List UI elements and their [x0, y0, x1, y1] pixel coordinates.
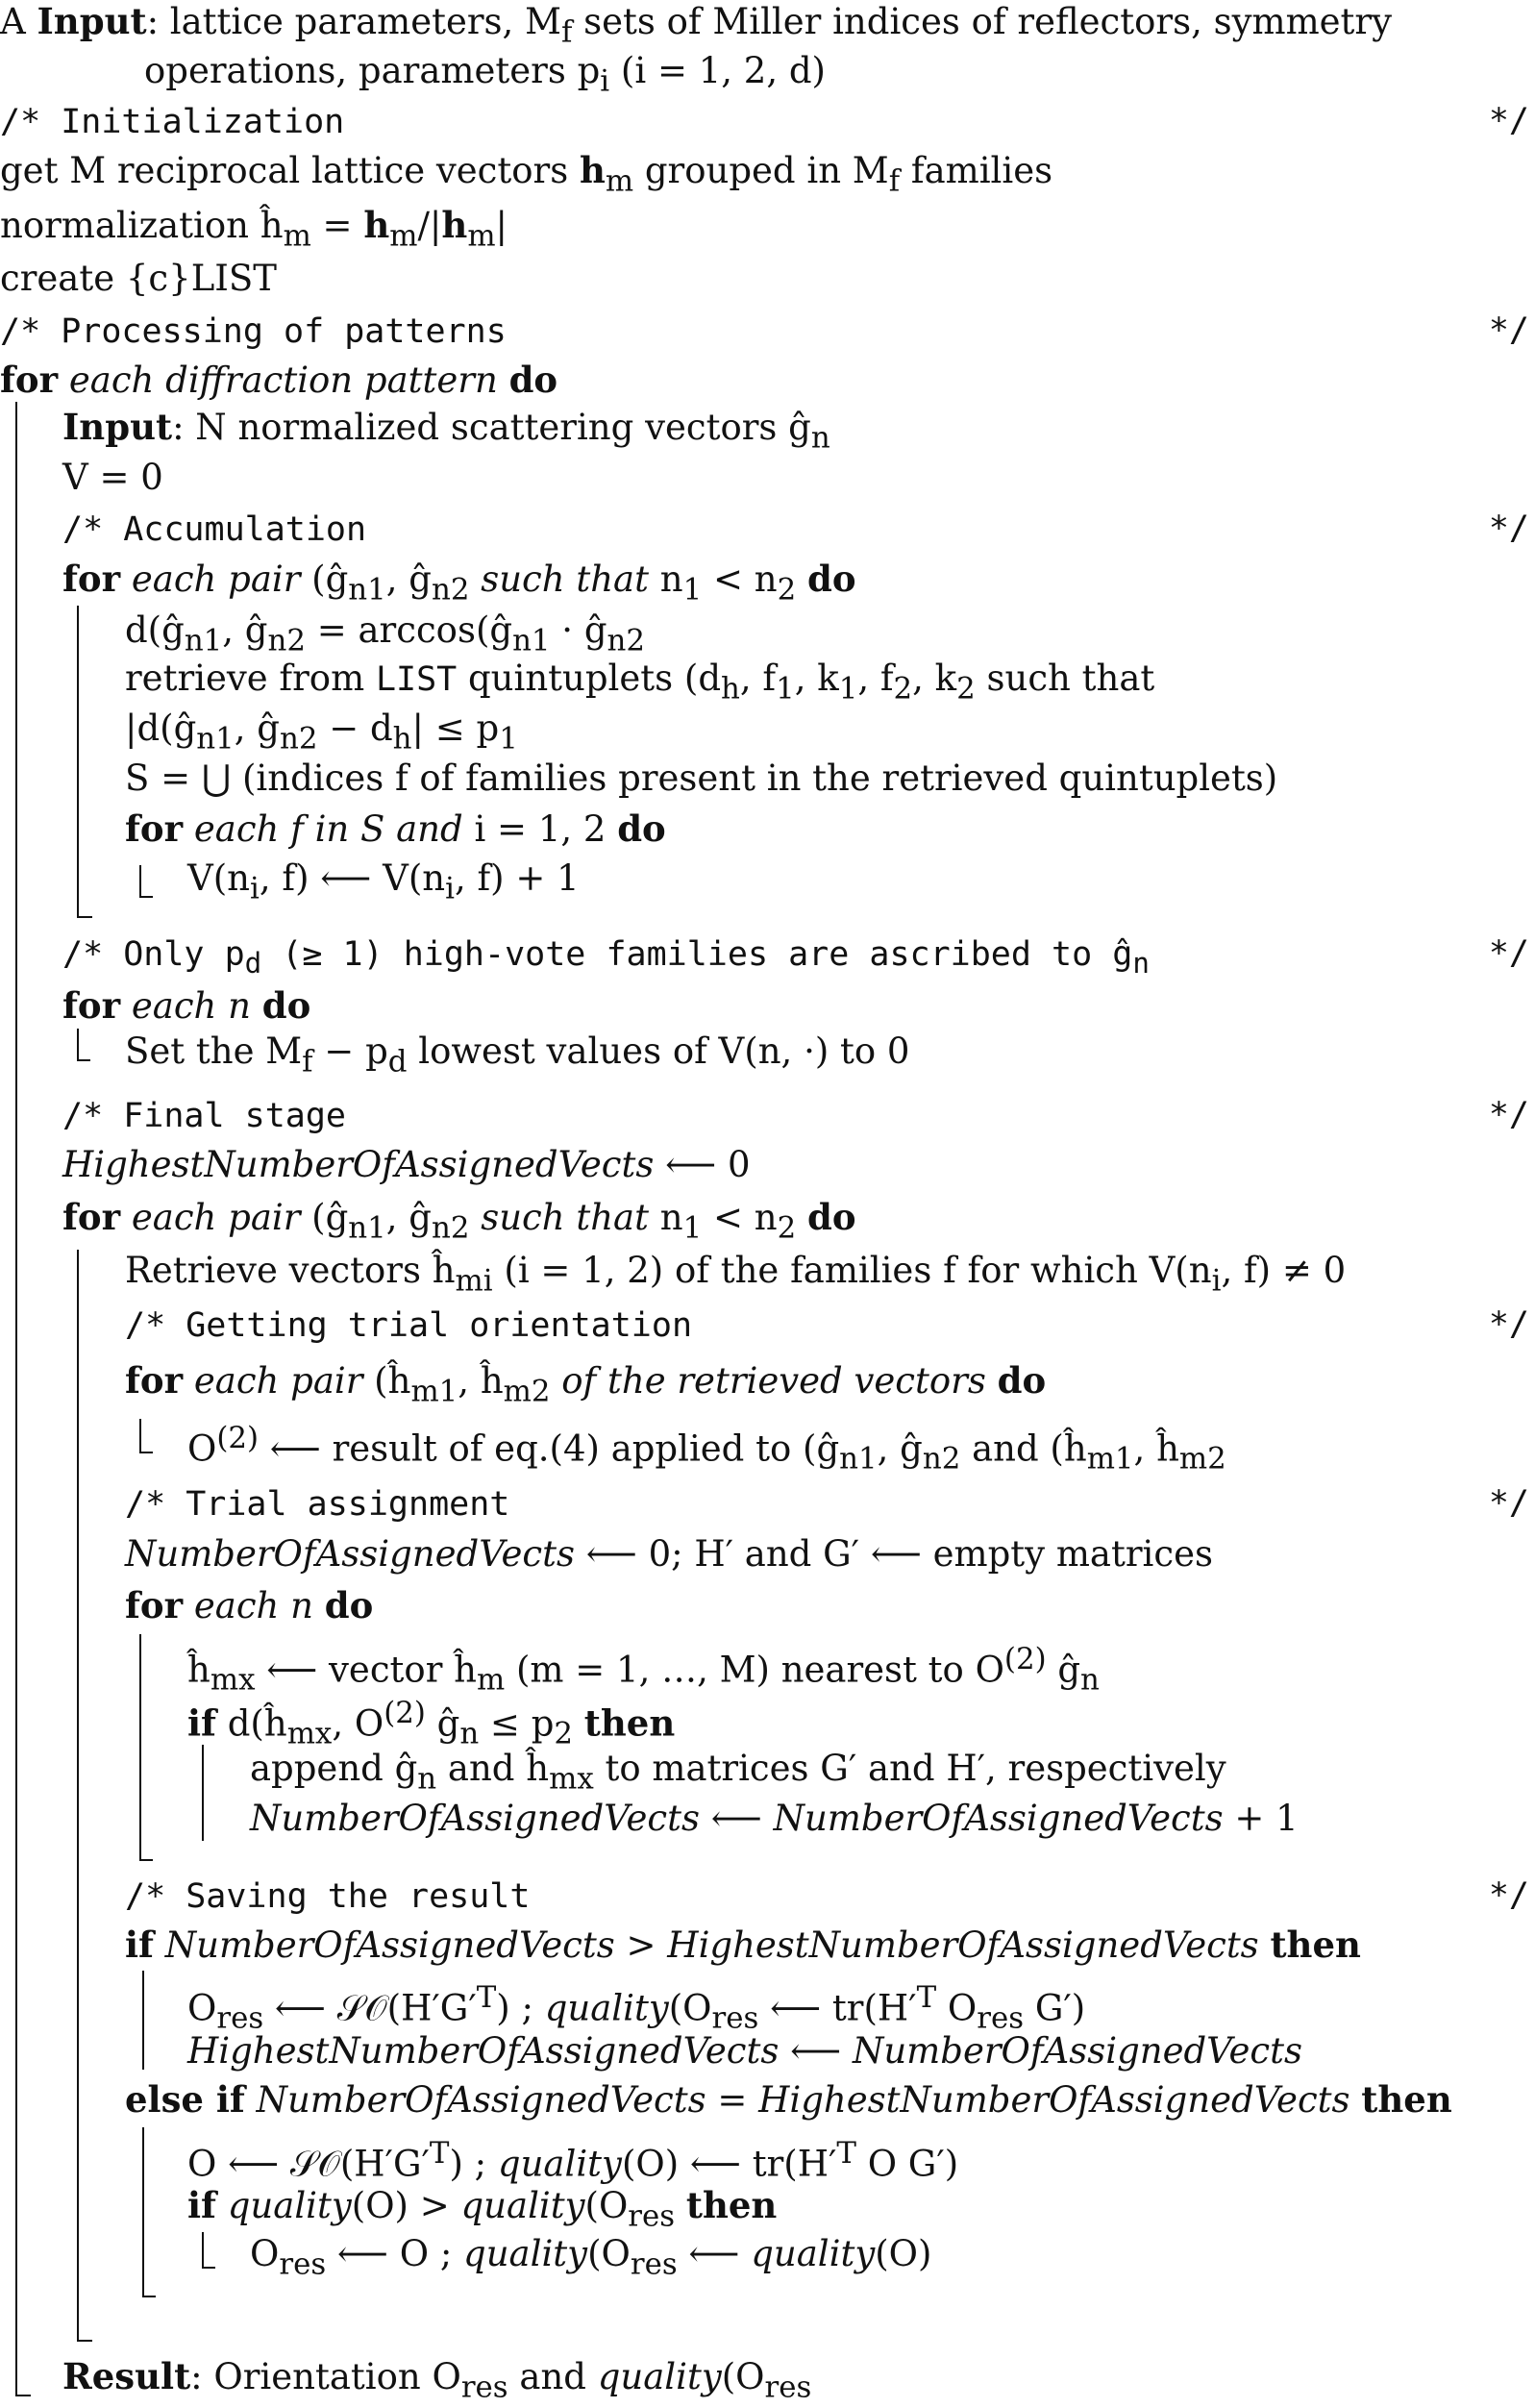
line-if-distance: if $d(ĥ_{mx}$, $O^{(2)}$ $ĝ_n \le p_2$ then: [187, 1696, 676, 1751]
block-bar-for-each-n-reset: [77, 1029, 79, 1061]
line-for-each-pair-retrieved: for each pair ($ĥ_{m1}$, $ĥ_{m2}$ of the retrieved vectors do: [125, 1359, 1047, 1409]
block-foot-for-each-n-reset: [77, 1059, 90, 1061]
line-set-lowest: Set the $M_f - p_d$ lowest values of V(n, ·) to 0: [125, 1030, 910, 1080]
line-for-each-f: for each f in S and i = 1, 2 do: [125, 807, 666, 850]
block-foot-trial-orientation: [139, 1452, 153, 1453]
line-increment-count: NumberOfAssignedVects ⟵ NumberOfAssignedVects + 1: [250, 1798, 1299, 1839]
block-bar-accumulation-loop: [77, 606, 79, 918]
line-arccos: $d(ĝ_{n1}$, $ĝ_{n2}$ = $\arccos(ĝ_{n1}$ · $ĝ_{n2}$: [125, 609, 645, 658]
block-foot-assign-loop: [139, 1859, 153, 1861]
line-input-cont: operations, parameters $p_i$ (i = 1, 2, d): [144, 50, 826, 99]
line-distance-condition: $|d(ĝ_{n1}$, $ĝ_{n2} - d_h| \le p_1$: [125, 708, 518, 757]
line-for-each-n: for each n do: [62, 984, 311, 1027]
line-retrieve-vectors: Retrieve vectors $ĥ_{mi}$ (i = 1, 2) of the families f for which $V(n_i$, f) ≠ 0: [125, 1250, 1347, 1299]
line-if-greater: if NumberOfAssignedVects > HighestNumberOfAssignedVects then: [125, 1924, 1361, 1966]
block-bar-for-each-pattern: [15, 402, 17, 2396]
comment-initialization: /* Initialization: [0, 103, 345, 141]
comment-end-trial-orientation: */: [1488, 1305, 1529, 1344]
block-bar-trial-orientation: [139, 1419, 141, 1453]
block-bar-increment-votes: [139, 865, 141, 898]
line-increment-v: $V(n_i$, f) ⟵ $V(n_i$, f) + 1: [187, 857, 580, 906]
comment-end-trial-assignment: */: [1488, 1484, 1529, 1523]
block-foot-final-loop: [77, 2340, 92, 2342]
block-bar-if-quality: [202, 2232, 204, 2269]
line-union: S = ⋃ (indices f of families present in the retrieved quintuplets): [125, 757, 1278, 799]
line-normalization: normalization $ĥ_m = h_m/|h_m|$: [0, 204, 508, 254]
line-pattern-input: Input: N normalized scattering vectors $ĝ_n$: [62, 406, 830, 456]
line-append: append $ĝ_n$ and $ĥ_{mx}$ to matrices G′ and H′, respectively: [250, 1748, 1226, 1797]
block-foot-else-if-equal: [142, 2296, 156, 2297]
block-bar-if-higher: [142, 1971, 144, 2070]
comment-trial-orientation: /* Getting trial orientation: [125, 1306, 693, 1345]
block-bar-final-loop: [77, 1250, 79, 2342]
block-foot-accumulation-loop: [77, 916, 92, 918]
block-bar-assign-loop: [139, 1634, 141, 1861]
line-v-zero: V = 0: [62, 457, 163, 498]
comment-end-processing: */: [1488, 311, 1529, 350]
line-result: Result: Orientation $O_{res}$ and $quality(O_{res}$: [62, 2355, 812, 2405]
line-if-quality: if quality(O) > $quality(O_{res}$ then: [187, 2184, 778, 2234]
line-nearest-vector: $ĥ_{mx}$ ⟵ vector $ĥ_m$ (m = 1, …, M) nearest to $O^{(2)}$ $ĝ_n$: [187, 1642, 1100, 1698]
line-get-vectors: get M reciprocal lattice vectors $h_m$ grouped in $M_f$ families: [0, 149, 1053, 199]
line-retrieve-list: retrieve from LIST quintuplets ($d_h$, $f_1$, $k_1$, $f_2$, $k_2$ such that: [125, 658, 1155, 707]
line-highest-update: HighestNumberOfAssignedVects ⟵ NumberOfAssignedVects: [187, 2030, 1302, 2072]
comment-end-final-stage: */: [1488, 1096, 1529, 1134]
line-ores-so: $O_{res}$ ⟵ $𝒮𝒪(H'G'^T)$ ; $quality(O_{res}$ ⟵ $tr(H'^T$ $O_{res}$ G′): [187, 1980, 1086, 2036]
comment-processing: /* Processing of patterns: [0, 312, 507, 351]
block-bar-else-if-equal: [142, 2127, 144, 2297]
line-for-each-pair: for each pair ($ĝ_{n1}$, $ĝ_{n2}$ such that $n_1 < n_2$ do: [62, 558, 856, 608]
comment-final-stage: /* Final stage: [62, 1097, 347, 1135]
line-for-each-n-assign: for each n do: [125, 1584, 374, 1626]
block-foot-if-quality: [202, 2267, 215, 2269]
comment-only-pd: /* Only $p_d$ (≥ 1) high-vote families are ascribed to $ĝ_n$: [62, 935, 1150, 980]
comment-end-saving: */: [1488, 1876, 1529, 1915]
line-o-so: O ⟵ $𝒮𝒪(H'G'^T)$ ; quality(O) ⟵ $tr(H'^T$ O G′): [187, 2136, 959, 2185]
line-input: A Input: lattice parameters, $M_f$ sets of Miller indices of reflectors, symmetry: [0, 0, 1393, 50]
line-ores-assign: $O_{res}$ ⟵ O ; $quality(O_{res}$ ⟵ quality(O): [250, 2233, 932, 2282]
comment-end-only-pd: */: [1488, 934, 1529, 973]
comment-trial-assignment: /* Trial assignment: [125, 1485, 510, 1524]
line-for-each-pair-final: for each pair ($ĝ_{n1}$, $ĝ_{n2}$ such that $n_1 < n_2$ do: [62, 1196, 856, 1246]
comment-end-initialization: */: [1488, 102, 1529, 140]
block-bar-assign-if: [202, 1745, 204, 1841]
comment-accumulation: /* Accumulation: [62, 510, 367, 549]
comment-end-accumulation: */: [1488, 509, 1529, 548]
line-else-if-equal: else if NumberOfAssignedVects = HighestNumberOfAssignedVects then: [125, 2078, 1452, 2121]
line-highest-init: HighestNumberOfAssignedVects ⟵ 0: [62, 1144, 751, 1185]
block-foot-for-each-pattern: [15, 2395, 31, 2396]
line-o2-result: $O^{(2)}$ ⟵ result of eq.(4) applied to ($ĝ_{n1}$, $ĝ_{n2}$ and ($ĥ_{m1}$, $ĥ_{m2}$: [187, 1421, 1226, 1477]
comment-saving: /* Saving the result: [125, 1877, 531, 1916]
line-create-list: create {c}LIST: [0, 258, 277, 299]
line-for-each-pattern: for each diffraction pattern do: [0, 359, 558, 401]
block-foot-increment-votes: [139, 896, 153, 898]
line-number-init: NumberOfAssignedVects ⟵ 0; H′ and G′ ⟵ empty matrices: [125, 1533, 1213, 1575]
